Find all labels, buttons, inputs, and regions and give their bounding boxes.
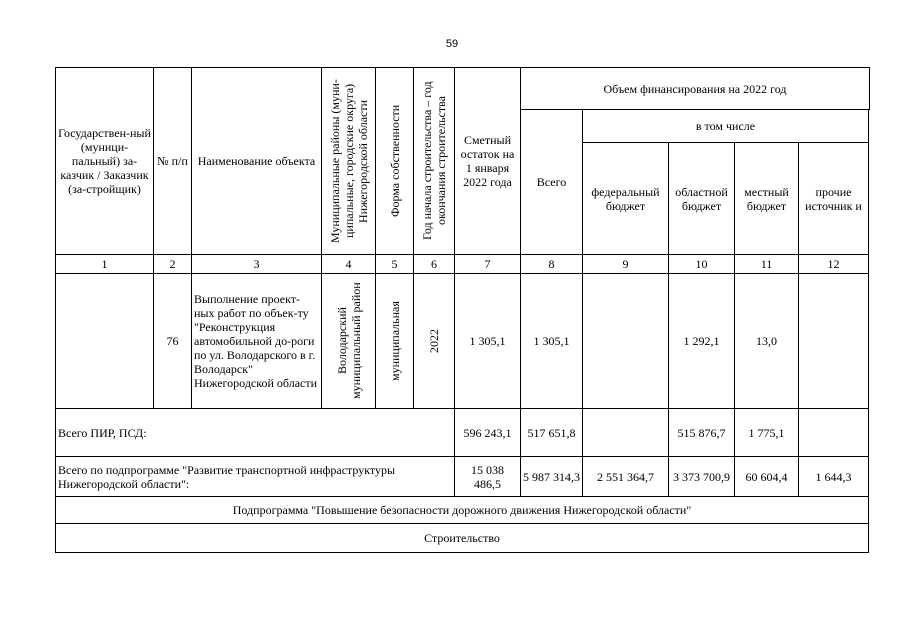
row76-estimate: 1 305,1	[455, 274, 521, 409]
row76-regional: 1 292,1	[669, 274, 735, 409]
section-title: Строительство	[56, 524, 869, 553]
header-funding: Объем финансирования на 2022 год	[521, 68, 870, 110]
row76-other	[799, 274, 869, 409]
column-number: 10	[669, 255, 735, 274]
total-subprogram-estimate: 15 038 486,5	[455, 457, 521, 497]
header-local: местный бюджет	[735, 143, 799, 255]
header-years-cell	[414, 68, 455, 255]
header-other: прочие источник и	[799, 143, 869, 255]
column-number: 2	[154, 255, 192, 274]
row76-local: 13,0	[735, 274, 799, 409]
row76-district: Володарский муниципальный район	[334, 282, 363, 400]
header-ownership: Форма собственности	[387, 104, 402, 218]
table-row	[56, 497, 870, 524]
column-number: 11	[735, 255, 799, 274]
row76-year: 2022	[427, 329, 441, 353]
total-pir-local: 1 775,1	[735, 409, 799, 457]
header-years: Год начала строительства – год окончания строительства	[420, 81, 448, 241]
header-districts-cell	[322, 68, 376, 255]
page-number: 59	[445, 38, 459, 50]
column-number: 4	[322, 255, 376, 274]
row76-customer	[56, 274, 154, 409]
row76-district-cell	[322, 274, 376, 409]
total-subprogram-local: 60 604,4	[735, 457, 799, 497]
row76-year-cell	[414, 274, 455, 409]
row76-federal	[583, 274, 669, 409]
row76-total: 1 305,1	[521, 274, 583, 409]
total-pir-label: Всего ПИР, ПСД:	[56, 409, 455, 457]
total-subprogram-regional: 3 373 700,9	[669, 457, 735, 497]
table-row	[56, 409, 870, 457]
header-total: Всего	[521, 110, 583, 255]
total-pir-other	[799, 409, 869, 457]
header-federal: федеральный бюджет	[583, 143, 669, 255]
column-number: 8	[521, 255, 583, 274]
header-estimate: Сметный остаток на 1 января 2022 года	[455, 68, 521, 255]
header-num: № п/п	[154, 68, 192, 255]
total-subprogram-other: 1 644,3	[799, 457, 869, 497]
row76-ownership: муниципальная	[387, 301, 402, 381]
header-including: в том числе	[583, 110, 869, 143]
header-ownership-cell	[376, 68, 414, 255]
total-pir-estimate: 596 243,1	[455, 409, 521, 457]
total-pir-total: 517 651,8	[521, 409, 583, 457]
table-row	[56, 524, 870, 553]
header-customer: Государствен-ный (муници-пальный) за-казчик / Заказчик (за-стройщик)	[56, 68, 154, 255]
column-number: 3	[192, 255, 322, 274]
row76-name: Выполнение проект-ных работ по объек-ту "Реконструкция автомобильной до-роги по ул. Володарского в г. Володарск" Нижегородской области	[192, 274, 322, 409]
total-subprogram-total: 5 987 314,3	[521, 457, 583, 497]
column-number: 5	[376, 255, 414, 274]
header-districts: Муниципальные районы (муни-ципальные, городские округа) Нижегородской области	[327, 79, 370, 243]
row76-num: 76	[154, 274, 192, 409]
table-row	[56, 274, 870, 409]
total-pir-federal	[583, 409, 669, 457]
column-number: 1	[56, 255, 154, 274]
total-subprogram-federal: 2 551 364,7	[583, 457, 669, 497]
header-object-name: Наименование объекта	[192, 68, 322, 255]
row76-ownership-cell	[376, 274, 414, 409]
total-subprogram-label: Всего по подпрограмме "Развитие транспортной инфраструктуры Нижегородской области":	[56, 457, 455, 497]
column-number: 7	[455, 255, 521, 274]
column-number: 6	[414, 255, 455, 274]
column-number: 9	[583, 255, 669, 274]
subprogram-title: Подпрограмма "Повышение безопасности дорожного движения Нижегородской области"	[56, 497, 869, 524]
table-row	[56, 457, 870, 497]
column-number: 12	[799, 255, 869, 274]
header-regional: областной бюджет	[669, 143, 735, 255]
total-pir-regional: 515 876,7	[669, 409, 735, 457]
financing-table	[55, 67, 870, 553]
